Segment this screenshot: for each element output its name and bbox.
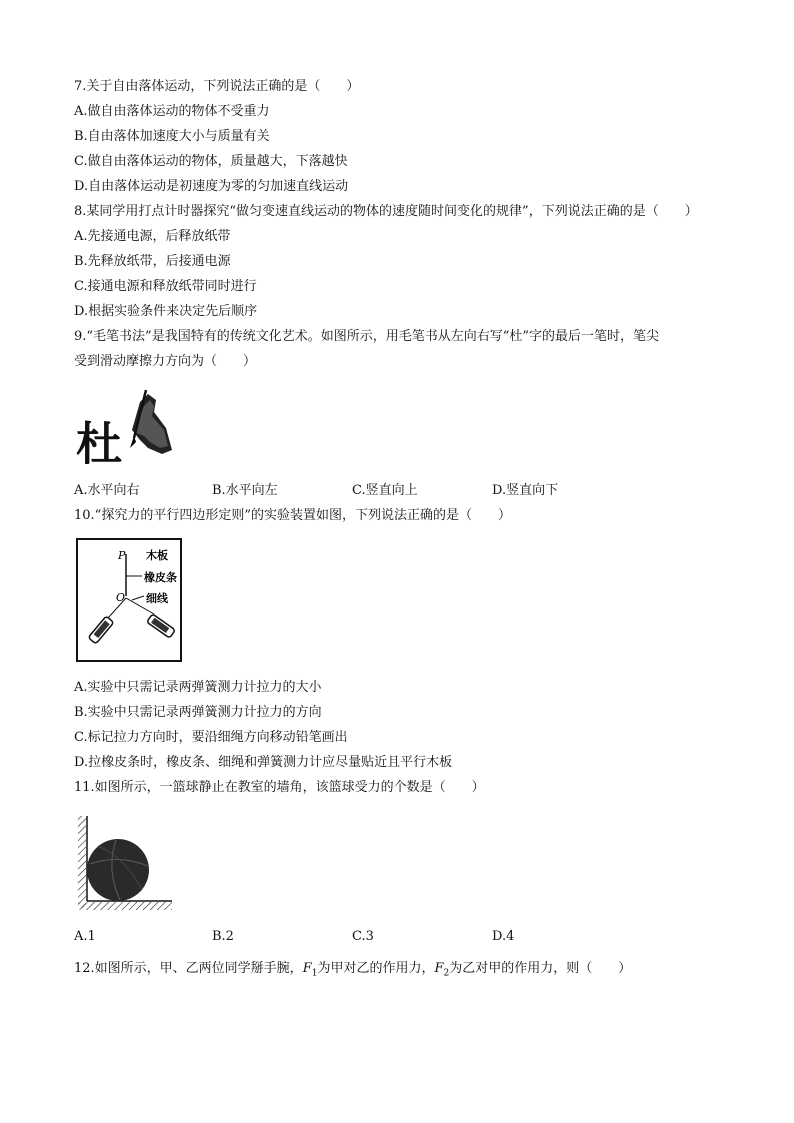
q7-option-b: B.自由落体加速度大小与质量有关: [74, 129, 270, 144]
q9-stem-line2: 受到滑动摩擦力方向为（ ）: [74, 354, 257, 369]
floor-hatch: [78, 902, 172, 910]
q7-option-a: A.做自由落体运动的物体不受重力: [74, 104, 270, 119]
q8-option-d: D.根据实验条件来决定先后顺序: [74, 304, 258, 319]
q12-mid: 为甲对乙的作用力，: [317, 961, 435, 976]
q12-stem: [74, 961, 631, 982]
label-o: O: [116, 591, 126, 604]
q11-option-c: C.3: [352, 929, 374, 944]
q12-prefix: 12.如图所示，甲、乙两位同学掰手腕，: [74, 961, 303, 976]
q9-option-a: A.水平向右: [74, 483, 140, 498]
q10-stem: 10.“探究力的平行四边形定则”的实验装置如图，下列说法正确的是（ ）: [74, 508, 511, 523]
q9-figure-char: 杜: [76, 417, 122, 464]
wall-hatch: [78, 816, 86, 908]
label-string: 细线: [146, 592, 168, 605]
q10-option-a: A.实验中只需记录两弹簧测力计拉力的大小: [74, 680, 322, 695]
q7-stem: 7.关于自由落体运动，下列说法正确的是（ ）: [74, 79, 360, 94]
q8-option-c: C.接通电源和释放纸带同时进行: [74, 279, 257, 294]
q11-option-a: A.1: [74, 929, 96, 944]
q11-figure-basketball-corner: [76, 814, 176, 912]
q12-f2-sub: 2: [443, 968, 450, 979]
q9-option-b: B.水平向左: [212, 483, 278, 498]
q12-f1-sub: 1: [311, 968, 318, 979]
q11-option-d: D.4: [492, 929, 515, 944]
q12-f1: F: [302, 961, 312, 976]
label-board: 木板: [146, 549, 168, 562]
label-p: P: [118, 549, 126, 562]
q10-option-d: D.拉橡皮条时，橡皮条、细绳和弹簧测力计应尽量贴近且平行木板: [74, 755, 453, 770]
q9-option-c: C.竖直向上: [352, 483, 418, 498]
label-rubber: 橡皮条: [144, 571, 177, 584]
q9-stem-line1: 9.“毛笔书法”是我国特有的传统文化艺术。如图所示，用毛笔书从左向右写“杜”字的最后一笔时，笔尖: [74, 329, 659, 344]
basketball: [87, 839, 149, 901]
q7-option-d: D.自由落体运动是初速度为零的匀加速直线运动: [74, 179, 349, 194]
q9-figure-brush-writing: [74, 388, 174, 464]
q8-stem: 8.某同学用打点计时器探究“做匀变速直线运动的物体的速度随时间变化的规律”，下列说法正确的是（ ）: [74, 204, 698, 219]
q12-f2: F: [434, 961, 444, 976]
q7-option-c: C.做自由落体运动的物体，质量越大，下落越快: [74, 154, 348, 169]
q8-option-b: B.先释放纸带，后接通电源: [74, 254, 231, 269]
q11-stem: 11.如图所示，一篮球静止在教室的墙角，该篮球受力的个数是（ ）: [74, 780, 485, 795]
q12-suffix: 为乙对甲的作用力，则（ ）: [449, 961, 632, 976]
q10-option-b: B.实验中只需记录两弹簧测力计拉力的方向: [74, 705, 322, 720]
q8-option-a: A.先接通电源，后释放纸带: [74, 229, 231, 244]
q9-option-d: D.竖直向下: [492, 483, 559, 498]
q11-option-b: B.2: [212, 929, 234, 944]
q10-figure-force-apparatus: [76, 538, 182, 662]
q10-option-c: C.标记拉力方向时，要沿细绳方向移动铅笔画出: [74, 730, 348, 745]
